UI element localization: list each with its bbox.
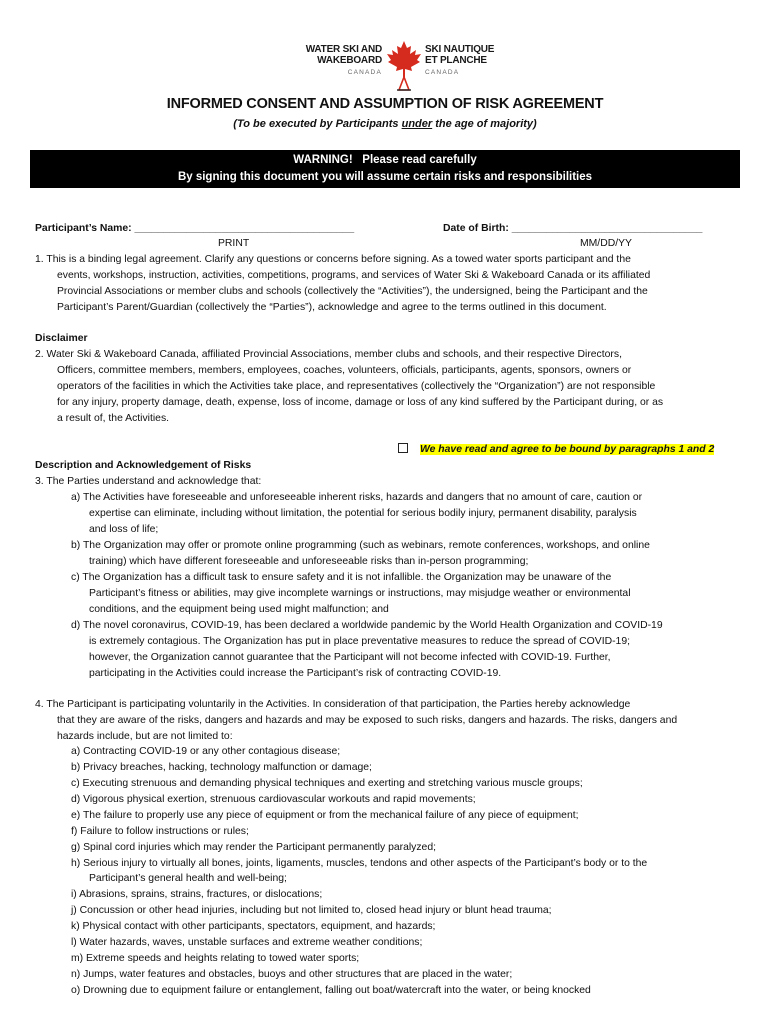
para4-line: a) Contracting COVID-19 or any other contagious disease;: [71, 746, 341, 757]
logo-en-line1: WATER SKI AND: [305, 44, 382, 55]
para1-line: 1. This is a binding legal agreement. Clarify any questions or concerns before signing. As a towed water sports participant and the: [35, 254, 631, 265]
disclaimer-heading: Disclaimer: [35, 333, 88, 344]
para4-line: i) Abrasions, sprains, strains, fractures, or dislocations;: [71, 889, 323, 900]
para2-line: a result of, the Activities.: [57, 413, 170, 424]
logo-en-line3: CANADA: [347, 69, 382, 76]
para3-line: training) which have different foreseeable and unforeseeable risks than in-person programming;: [89, 556, 529, 567]
para4-line: g) Spinal cord injuries which may render the Participant permanently paralyzed;: [71, 842, 437, 853]
para4-line: c) Executing strenuous and demanding physical techniques and exerting and stretching various muscle groups;: [71, 778, 583, 789]
para3-intro: 3. The Parties understand and acknowledge that:: [35, 476, 262, 487]
agree-statement: We have read and agree to be bound by paragraphs 1 and 2: [420, 444, 715, 455]
participant-name-field[interactable]: Participant’s Name: ______________________________________: [35, 223, 355, 234]
logo-en-line2: WAKEBOARD: [317, 55, 382, 66]
para4-intro-line: that they are aware of the risks, dangers and hazards and may be exposed to such risks, dangers and hazards. The risks, dangers and: [57, 715, 678, 726]
para3-line: Participant’s fitness or abilities, may give incomplete warnings or instructions, may misjudge weather or environmental: [89, 588, 631, 599]
warning-banner: [30, 150, 740, 188]
para3-line: participating in the Activities could increase the Participant’s risk of contracting COVID-19.: [89, 668, 502, 679]
para4-line: b) Privacy breaches, hacking, technology malfunction or damage;: [71, 762, 372, 773]
para4-line: e) The failure to properly use any piece of equipment or from the mechanical failure of any piece of equipment;: [71, 810, 579, 821]
para2-line: Officers, committee members, members, employees, coaches, volunteers, officials, participants, agents, sponsors, owners or: [57, 365, 632, 376]
para1-line: Participant’s Parent/Guardian (collectively the “Parties”), acknowledge and agree to the terms outlined in this document.: [57, 302, 607, 313]
para4-line: k) Physical contact with other participants, spectators, equipment, and hazards;: [71, 921, 436, 932]
para4-line: Participant’s general health and well-being;: [89, 873, 287, 884]
para3-line: a) The Activities have foreseeable and unforeseeable inherent risks, hazards and dangers that no amount of care, caution or: [71, 492, 643, 503]
para3-line: is extremely contagious. The Organization has put in place preventative measures to reduce the spread of COVID-19;: [89, 636, 630, 647]
subtitle-under: under: [401, 118, 433, 130]
maple-leaf-skier-icon: [385, 40, 423, 92]
para4-line: m) Extreme speeds and heights relating to towed water sports;: [71, 953, 360, 964]
para1-line: Provincial Associations or member clubs and schools (collectively the “Activities”), the undersigned, being the Participant and the: [57, 286, 648, 297]
date-of-birth-field[interactable]: Date of Birth: _________________________________: [443, 223, 703, 234]
para3-line: and loss of life;: [89, 524, 159, 535]
para4-intro-line: hazards include, but are not limited to:: [57, 731, 233, 742]
para3-line: conditions, and the equipment being used might malfunction; and: [89, 604, 389, 615]
date-format-label: MM/DD/YY: [580, 238, 632, 249]
logo-fr-line2: ET PLANCHE: [425, 55, 487, 66]
print-label: PRINT: [218, 238, 250, 249]
para4-line: h) Serious injury to virtually all bones, joints, ligaments, muscles, tendons and other aspects of the Participant’s body or to the: [71, 858, 648, 869]
para4-line: f) Failure to follow instructions or rules;: [71, 826, 249, 837]
para3-line: expertise can eliminate, including without limitation, the potential for serious bodily injury, permanent disability, paralysis: [89, 508, 637, 519]
para4-line: j) Concussion or other head injuries, including but not limited to, closed head injury or blunt head trauma;: [71, 905, 552, 916]
para4-line: n) Jumps, water features and obstacles, buoys and other structures that are placed in the water;: [71, 969, 513, 980]
logo-fr-line3: CANADA: [425, 69, 460, 76]
para1-line: events, workshops, instruction, activities, competitions, programs, and services of Water Ski & Wakeboard Canada or its affiliated: [57, 270, 651, 281]
organization-logo: [240, 40, 540, 92]
agreement-row: [398, 442, 714, 458]
document-title: INFORMED CONSENT AND ASSUMPTION OF RISK AGREEMENT: [166, 96, 604, 112]
para3-line: b) The Organization may offer or promote online programming (such as webinars, remote conferences, workshops, and online: [71, 540, 650, 551]
para4-line: l) Water hazards, waves, unstable surfaces and extreme weather conditions;: [71, 937, 423, 948]
para3-line: however, the Organization cannot guarantee that the Participant will not become infected with COVID-19. Further,: [89, 652, 611, 663]
warning-line1: WARNING! Please read carefully: [293, 154, 477, 166]
para2-line: 2. Water Ski & Wakeboard Canada, affiliated Provincial Associations, member clubs and schools, and their respective Directors,: [35, 349, 622, 360]
para2-line: for any injury, property damage, death, expense, loss of income, damage or loss of any kind suffered by the Participant during, or as: [57, 397, 664, 408]
risks-heading: Description and Acknowledgement of Risks: [35, 460, 252, 471]
agree-checkbox[interactable]: [398, 443, 408, 453]
subtitle-post: the age of majority): [432, 118, 537, 130]
para4-intro-line: 4. The Participant is participating voluntarily in the Activities. In consideration of that participation, the Parties hereby acknowledge: [35, 699, 631, 710]
para4-line: d) Vigorous physical exertion, strenuous cardiovascular workouts and rapid movements;: [71, 794, 476, 805]
subtitle-pre: (To be executed by Participants: [233, 118, 402, 130]
logo-english-text: [276, 44, 382, 78]
document-subtitle: [0, 118, 770, 130]
para2-line: operators of the facilities in which the Activities take place, and representatives (collectively the “Organization”) are not responsible: [57, 381, 656, 392]
logo-fr-line1: SKI NAUTIQUE: [425, 44, 495, 55]
para3-line: c) The Organization has a difficult task to ensure safety and it is not infallible. the Organization may be unaware of the: [71, 572, 612, 583]
para3-line: d) The novel coronavirus, COVID-19, has been declared a worldwide pandemic by the World Health Organization and COVID-19: [71, 620, 663, 631]
para4-line: o) Drowning due to equipment failure or entanglement, falling out boat/watercraft into the water, or being knocked: [71, 985, 591, 996]
logo-french-text: [425, 44, 535, 78]
warning-line2: By signing this document you will assume certain risks and responsibilities: [177, 171, 593, 183]
